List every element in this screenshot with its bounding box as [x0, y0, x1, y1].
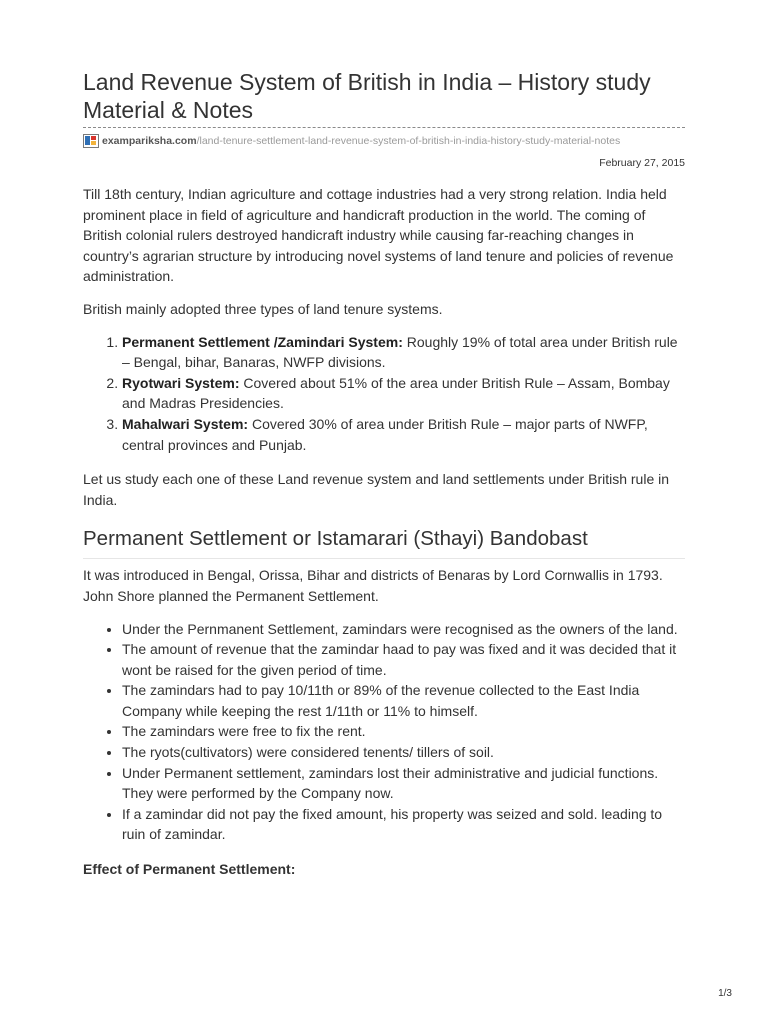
source-domain[interactable]: examparikshа.com — [102, 135, 197, 147]
publish-date: February 27, 2015 — [599, 157, 685, 169]
title-divider — [83, 127, 685, 128]
intro-paragraph: Till 18th century, Indian agriculture and cottage industries had a very strong relation. India held prominent place in field of agriculture and handicraft production in the world. The coming of British colonial rulers destroyed handicraft industry while causing far-reaching changes in country’s agrarian structure by introducing novel systems of land tenure and policies of revenue administration. — [83, 186, 674, 285]
site-favicon-icon — [83, 134, 99, 148]
settlement-points-list — [83, 619, 685, 846]
list-item: • Under the Pernmanent Settlement, zamindars were recognised as the owners of the land. — [122, 619, 685, 640]
intro-paragraph: British mainly adopted three types of land tenure systems. — [83, 300, 443, 317]
system-text: Covered 30% of area under British Rule – major parts of NWFP, central provinces and Punjab. — [122, 415, 648, 453]
intro-paragraph: Let us study each one of these Land revenue system and land settlements under British rule in India. — [83, 471, 670, 508]
list-item: • The ryots(cultivators) were considered tenents/ tillers of soil. — [122, 742, 685, 763]
subsection-heading: Effect of Permanent Settlement: — [83, 861, 296, 878]
article-title: Land Revenue System of British in India – History study Material & Notes — [83, 69, 651, 123]
land-systems-list — [83, 332, 685, 456]
page-number: 1/3 — [718, 988, 732, 999]
list-item: • Under Permanent settlement, zamindars lost their administrative and judicial functions. They were performed by the Company now. — [122, 763, 685, 804]
list-item: • The amount of revenue that the zamindar haad to pay was fixed and it was decided that it wont be raised for the given period of time. — [122, 639, 685, 680]
system-label: Mahalwari System: — [122, 415, 249, 432]
section-paragraph: It was introduced in Bengal, Orissa, Bihar and districts of Benaras by Lord Cornwallis in 1793. John Shore planned the Permanent Settlement. — [83, 567, 663, 604]
section-heading: Permanent Settlement or Istamarari (Sthayi) Bandobast — [83, 526, 685, 559]
list-item: • If a zamindar did not pay the fixed amount, his property was seized and sold. leading to ruin of zamindar. — [122, 804, 685, 845]
system-label: Permanent Settlement /Zamindari System: — [122, 333, 403, 350]
source-url[interactable] — [83, 134, 620, 148]
system-text: Roughly 19% of total area under British rule – Bengal, bihar, Banaras, NWFP divisions. — [122, 333, 678, 371]
list-item: • The zamindars had to pay 10/11th or 89% of the revenue collected to the East India Company while keeping the rest 1/11th or 11% to himself. — [122, 680, 685, 721]
system-label: Ryotwari System: — [122, 374, 240, 391]
system-text: Covered about 51% of the area under British Rule – Assam, Bombay and Madras Presidencies. — [122, 374, 670, 412]
source-path[interactable]: /land-tenure-settlement-land-revenue-system-of-british-in-india-history-study-material-notes — [196, 135, 621, 147]
list-item — [122, 373, 685, 414]
list-item — [122, 332, 685, 373]
article-body — [83, 184, 685, 892]
list-item — [122, 414, 685, 455]
list-item: • The zamindars were free to fix the rent. — [122, 721, 685, 742]
